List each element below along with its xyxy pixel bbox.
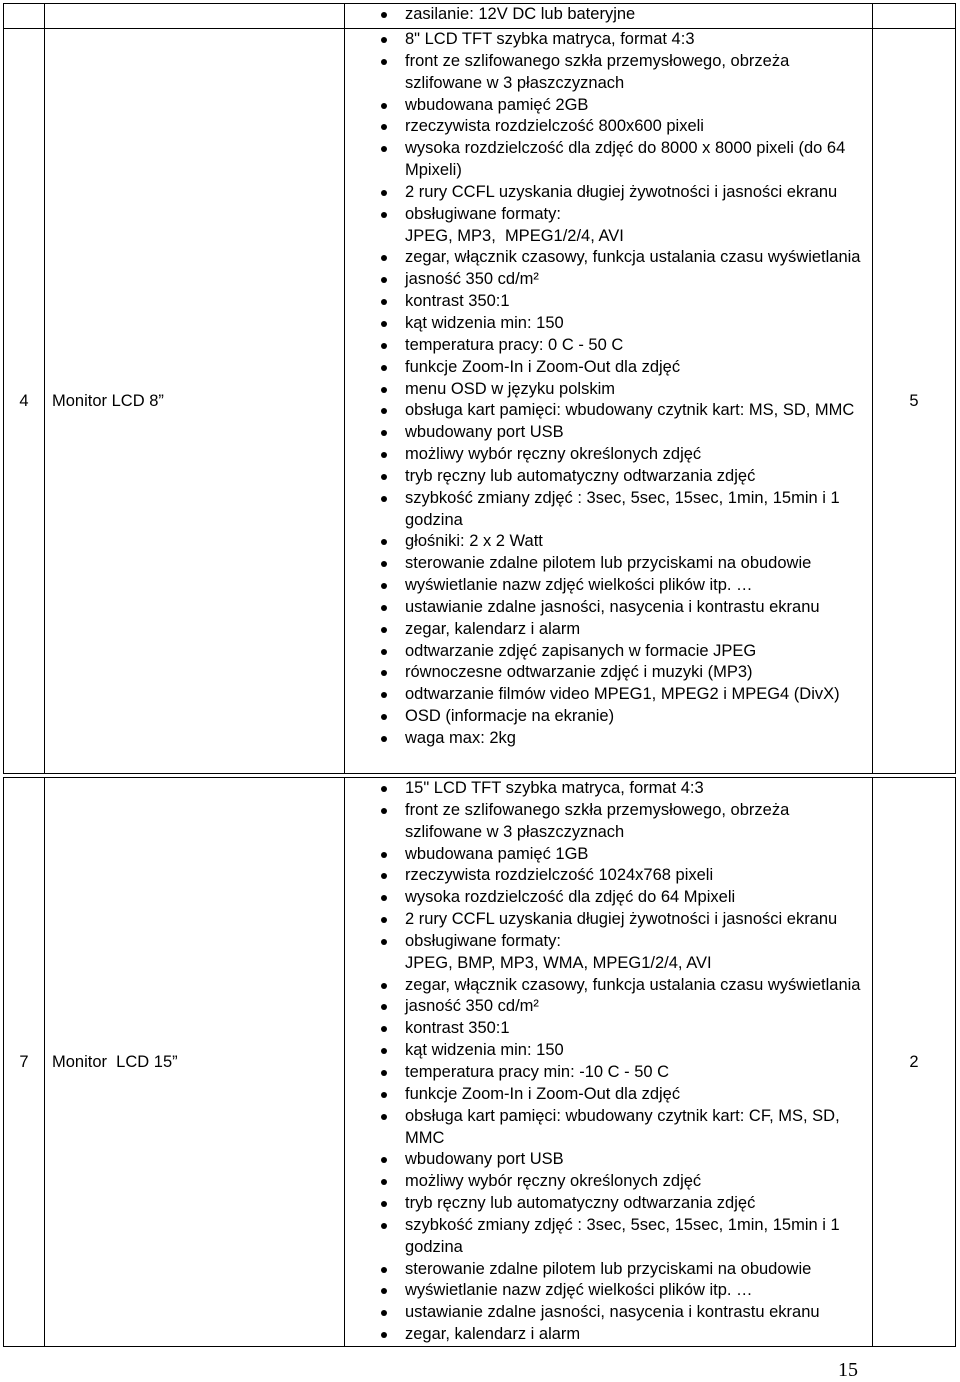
spec-line: JPEG, BMP, MP3, WMA, MPEG1/2/4, AVI [405,953,712,972]
spec-list-item [345,4,872,26]
spec-line: waga max: 2kg [405,729,516,747]
bullet-icon [381,539,387,545]
bullet-icon [381,983,387,989]
spec-list-item [345,553,872,575]
spec-line: kontrast 350:1 [405,292,510,311]
spec-line: front ze szlifowanego szkła przemysłowego, obrzeża [405,800,790,819]
bullet-icon [381,605,387,611]
bullet-icon [381,365,387,371]
spec-list-item [345,400,872,422]
spec-list-item [345,1171,872,1193]
spec-list-item [345,182,872,204]
bullet-icon [381,649,387,655]
spec-line: sterowanie zdalne pilotem lub przyciskami na obudowie [405,1259,812,1278]
spec-line: głośniki: 2 x 2 Watt [405,532,543,551]
product-name-cell [45,777,345,1347]
row-number-cell [3,28,45,774]
spec-line: jasność 350 cd/m² [405,997,539,1016]
spec-list-item [345,138,872,182]
spec-line: godzina [405,1237,463,1256]
spec-line: obsługiwane formaty: [405,204,561,223]
bullet-icon [381,12,387,18]
spec-list-item [345,1106,872,1150]
product-name-cell [45,28,345,774]
table-row [3,777,956,1347]
bullet-icon [381,474,387,480]
spec-list-item [345,684,872,706]
spec-list-item [345,844,872,866]
spec-list-item [345,1040,872,1062]
spec-line: szlifowane w 3 płaszczyznach [405,73,625,92]
spec-list-item [345,269,872,291]
bullet-icon [381,786,387,792]
spec-line: temperatura pracy min: -10 C - 50 C [405,1062,670,1081]
product-name-cell [45,3,345,29]
spec-cell [345,3,873,29]
bullet-icon [381,852,387,858]
spec-cell [345,28,873,774]
bullet-icon [381,1288,387,1294]
spec-list-item [345,641,872,663]
spec-line: temperatura pracy: 0 C - 50 C [405,335,624,354]
spec-line: wysoka rozdzielczość dla zdjęć do 64 Mpixeli [405,888,736,907]
bullet-icon [381,321,387,327]
bullet-icon [381,1267,387,1273]
bullet-icon [381,408,387,414]
spec-line: 8" LCD TFT szybka matryca, format 4:3 [405,30,695,48]
spec-line: obsługa kart pamięci: wbudowany czytnik kart: CF, MS, SD, [405,1106,840,1125]
spec-list-item [345,1193,872,1215]
bullet-icon [381,1070,387,1076]
quantity-cell [873,3,956,29]
table-row [3,3,956,29]
bullet-icon [381,190,387,196]
quantity: 5 [909,391,919,410]
spec-list [345,778,872,1346]
quantity: 2 [909,1052,919,1071]
spec-list-item [345,865,872,887]
bullet-icon [381,939,387,945]
bullet-icon [381,1004,387,1010]
quantity-cell [873,28,956,774]
spec-line: kąt widzenia min: 150 [405,1041,564,1060]
spec-line: zegar, włącznik czasowy, funkcja ustalania czasu wyświetlania [405,248,861,267]
spec-line: wbudowany port USB [405,423,564,442]
bullet-icon [381,1157,387,1163]
bullet-icon [381,103,387,109]
bullet-icon [381,1026,387,1032]
spec-list-item [345,466,872,488]
page-number: 15 [838,1359,858,1381]
spec-line: MMC [405,1128,445,1147]
row-number: 4 [19,391,29,410]
bullet-icon [381,387,387,393]
spec-line: odtwarzanie filmów video MPEG1, MPEG2 i MPEG4 (DivX) [405,685,840,704]
spec-line: OSD (informacje na ekranie) [405,707,615,726]
spec-list-item [345,597,872,619]
bullet-icon [381,124,387,130]
spec-line: rzeczywista rozdzielczość 800x600 pixeli [405,117,704,136]
spec-line: odtwarzanie zdjęć zapisanych w formacie JPEG [405,641,757,660]
bullet-icon [381,1332,387,1338]
spec-list-item [345,1324,872,1346]
spec-line: funkcje Zoom-In i Zoom-Out dla zdjęć [405,357,681,376]
spec-line: tryb ręczny lub automatyczny odtwarzania zdjęć [405,1194,756,1213]
spec-line: front ze szlifowanego szkła przemysłowego, obrzeża [405,51,790,70]
spec-list-item [345,204,872,248]
bullet-icon [381,917,387,923]
spec-line: zegar, kalendarz i alarm [405,619,581,638]
spec-line: 2 rury CCFL uzyskania długiej żywotności i jasności ekranu [405,182,838,201]
row-number-cell [3,777,45,1347]
spec-list-item [345,619,872,641]
bullet-icon [381,343,387,349]
bullet-icon [381,1201,387,1207]
spec-list-item [345,1302,872,1324]
spec-list-item [345,1280,872,1302]
bullet-icon [381,1048,387,1054]
spec-line: szybkość zmiany zdjęć : 3sec, 5sec, 15sec, 1min, 15min i 1 [405,1215,840,1234]
bullet-icon [381,627,387,633]
quantity-cell [873,777,956,1347]
spec-line: godzina [405,510,463,529]
bullet-icon [381,714,387,720]
spec-line: szybkość zmiany zdjęć : 3sec, 5sec, 15sec, 1min, 15min i 1 [405,488,840,507]
spec-list-item [345,1215,872,1259]
spec-list-item [345,1018,872,1040]
row-number-cell [3,3,45,29]
bullet-icon [381,1179,387,1185]
spec-list-item [345,357,872,379]
table-row [3,28,956,774]
spec-line: JPEG, MP3, MPEG1/2/4, AVI [405,226,624,245]
bullet-icon [381,1223,387,1229]
spec-list [345,29,872,750]
bullet-icon [381,670,387,676]
spec-list-item [345,29,872,51]
spec-line: ustawianie zdalne jasności, nasycenia i kontrastu ekranu [405,1303,820,1322]
spec-line: tryb ręczny lub automatyczny odtwarzania zdjęć [405,466,756,485]
spec-list-item [345,51,872,95]
bullet-icon [381,808,387,814]
spec-line: zegar, kalendarz i alarm [405,1325,581,1344]
bullet-icon [381,37,387,43]
spec-list-item [345,887,872,909]
bullet-icon [381,299,387,305]
spec-line: równoczesne odtwarzanie zdjęć i muzyki (MP3) [405,663,753,682]
product-name: Monitor LCD 8” [52,391,164,410]
bullet-icon [381,583,387,589]
spec-list-item [345,778,872,800]
spec-line: obsługa kart pamięci: wbudowany czytnik kart: MS, SD, MMC [405,401,855,420]
spec-line: wysoka rozdzielczość dla zdjęć do 8000 x 8000 pixeli (do 64 [405,139,846,158]
spec-line: ustawianie zdalne jasności, nasycenia i kontrastu ekranu [405,597,820,616]
spec-line: menu OSD w języku polskim [405,379,615,398]
spec-line: wbudowana pamięć 1GB [405,844,589,863]
spec-line: wyświetlanie nazw zdjęć wielkości plików itp. … [405,1281,753,1300]
bullet-icon [381,146,387,152]
spec-line: możliwy wybór ręczny określonych zdjęć [405,1172,702,1191]
spec-line: rzeczywista rozdzielczość 1024x768 pixeli [405,866,714,885]
spec-list-item [345,444,872,466]
bullet-icon [381,1092,387,1098]
spec-line: wyświetlanie nazw zdjęć wielkości plików itp. … [405,576,753,595]
spec-line: kontrast 350:1 [405,1019,510,1038]
product-name: Monitor LCD 15” [52,1052,178,1071]
spec-list-item [345,909,872,931]
spec-line: 15" LCD TFT szybka matryca, format 4:3 [405,779,704,797]
spec-list-item [345,291,872,313]
spec-list-item [345,575,872,597]
spec-list-item [345,531,872,553]
spec-line: 2 rury CCFL uzyskania długiej żywotności i jasności ekranu [405,910,838,929]
spec-list-item [345,931,872,975]
spec-list-item [345,313,872,335]
spec-list-item [345,975,872,997]
spec-line: kąt widzenia min: 150 [405,313,564,332]
spec-cell [345,777,873,1347]
bullet-icon [381,452,387,458]
spec-list-item [345,488,872,532]
spec-list-item [345,800,872,844]
bullet-icon [381,1310,387,1316]
spec-list-item [345,1084,872,1106]
spec-line: wbudowana pamięć 2GB [405,95,589,114]
bullet-icon [381,895,387,901]
spec-line: Mpixeli) [405,161,462,180]
spec-line: wbudowany port USB [405,1150,564,1169]
spec-list-item [345,379,872,401]
spec-list-item [345,116,872,138]
spec-list-item [345,422,872,444]
spec-list-item [345,706,872,728]
bullet-icon [381,1114,387,1120]
spec-line: funkcje Zoom-In i Zoom-Out dla zdjęć [405,1084,681,1103]
spec-list-item [345,728,872,750]
spec-line: zegar, włącznik czasowy, funkcja ustalania czasu wyświetlania [405,975,861,994]
spec-list-item [345,335,872,357]
spec-line: obsługiwane formaty: [405,931,561,950]
bullet-icon [381,561,387,567]
spec-list-item [345,247,872,269]
spec-line: możliwy wybór ręczny określonych zdjęć [405,445,702,464]
spec-list-item [345,996,872,1018]
spec-list-item [345,1259,872,1281]
bullet-icon [381,496,387,502]
spec-list-item [345,1062,872,1084]
bullet-icon [381,736,387,742]
bullet-icon [381,430,387,436]
bullet-icon [381,59,387,65]
spec-line: sterowanie zdalne pilotem lub przyciskami na obudowie [405,554,812,573]
spec-list-item [345,662,872,684]
bullet-icon [381,277,387,283]
bullet-icon [381,212,387,218]
spec-line: zasilanie: 12V DC lub bateryjne [405,5,636,23]
spec-list [345,4,872,26]
spec-list-item [345,95,872,117]
bullet-icon [381,873,387,879]
spec-line: jasność 350 cd/m² [405,270,539,289]
spec-line: szlifowane w 3 płaszczyznach [405,822,625,841]
row-number: 7 [19,1052,29,1071]
bullet-icon [381,692,387,698]
bullet-icon [381,255,387,261]
spec-list-item [345,1149,872,1171]
